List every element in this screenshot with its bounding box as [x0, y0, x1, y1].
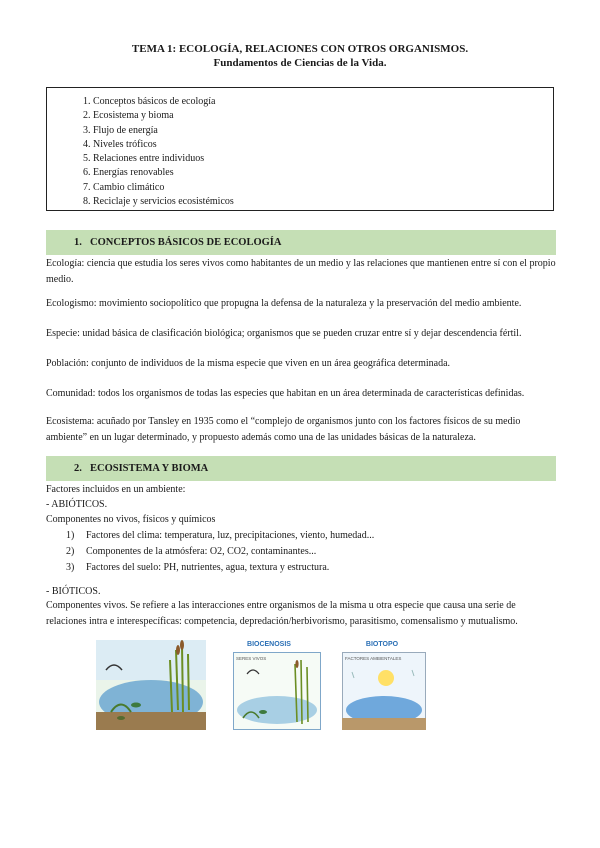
abioticos-item-3: 3) Factores del suelo: PH, nutrientes, agua, textura y estructura.	[66, 562, 330, 573]
section-2-heading	[46, 456, 556, 481]
biocenosis-label: BIOCENOSIS	[247, 641, 291, 648]
abioticos-item-1: 1) Factores del clima: temperatura, luz, precipitaciones, viento, humedad...	[66, 530, 375, 541]
biotopo-small-label: FACTORES AMBIENTALES	[345, 656, 402, 661]
document-subtitle: Fundamentos de Ciencias de la Vida.	[213, 57, 387, 69]
paragraph-comunidad: Comunidad: todos los organismos de todas las especies que habitan en un área determinada de características definidas.	[46, 388, 525, 399]
toc-item: 5. Relaciones entre individuos	[93, 152, 553, 166]
section-1-title: CONCEPTOS BÁSICOS DE ECOLOGÍA	[90, 237, 282, 248]
biocenosis-illustration	[233, 652, 321, 730]
toc-item: 8. Reciclaje y servicios ecosistémicos	[93, 195, 553, 209]
factors-intro: Factores incluidos en un ambiente:	[46, 484, 186, 495]
toc-item: 1. Conceptos básicos de ecología	[93, 95, 553, 109]
section-2-number: 2.	[74, 463, 82, 474]
toc-item: 7. Cambio climático	[93, 181, 553, 195]
toc-item: 3. Flujo de energía	[93, 124, 553, 138]
biotopo-illustration	[342, 652, 426, 730]
biocenosis-small-label: SERES VIVOS	[236, 656, 267, 661]
section-1-number: 1.	[74, 237, 82, 248]
abioticos-heading: - ABIÓTICOS.	[46, 499, 108, 510]
document-title: TEMA 1: ECOLOGÍA, RELACIONES CON OTROS ORGANISMOS.	[131, 43, 469, 55]
toc-item: 2. Ecosistema y bioma	[93, 109, 553, 123]
bioticos-heading: - BIÓTICOS.	[46, 586, 101, 597]
toc-item: 6. Energías renovables	[93, 166, 553, 180]
toc-list	[47, 88, 553, 209]
abioticos-description: Componentes no vivos, físicos y químicos	[46, 514, 216, 525]
table-of-contents	[46, 87, 554, 211]
bioticos-description: Componentes vivos. Se refiere a las interacciones entre organismos de la misma u otra especie que causa una serie de relaciones intra e interespecíficas: competencia, depredación/herbivorismo, parasitismo, comensalismo y mutualismo.	[46, 600, 518, 627]
section-2-title: ECOSISTEMA Y BIOMA	[90, 463, 209, 474]
abioticos-item-2: 2) Componentes de la atmósfera: O2, CO2, contaminantes...	[66, 546, 317, 557]
biotopo-label: BIOTOPO	[365, 641, 399, 648]
ecosystem-illustration	[96, 640, 206, 730]
paragraph-ecologia: Ecología: ciencia que estudia los seres vivos como habitantes de un medio y las relaciones que mantienen entre sí con el propio medio.	[46, 258, 556, 285]
paragraph-ecosistema: Ecosistema: acuñado por Tansley en 1935 como el “complejo de organismos junto con los factores físicos de su medio ambiente” en un lugar determinado, y propuesto además como una de las unidades básicas de la naturaleza.	[46, 416, 521, 443]
paragraph-ecologismo: Ecologismo: movimiento sociopolítico que propugna la defensa de la naturaleza y la preservación del medio ambiente.	[46, 298, 522, 309]
paragraph-poblacion: Población: conjunto de individuos de la misma especie que viven en un área geográfica determinada.	[46, 358, 451, 369]
document-header	[0, 42, 600, 70]
section-1-heading	[46, 230, 556, 255]
toc-item: 4. Niveles tróficos	[93, 138, 553, 152]
paragraph-especie: Especie: unidad básica de clasificación biológica; organismos que se pueden cruzar entre sí y dejar descendencia fértil.	[46, 328, 522, 339]
